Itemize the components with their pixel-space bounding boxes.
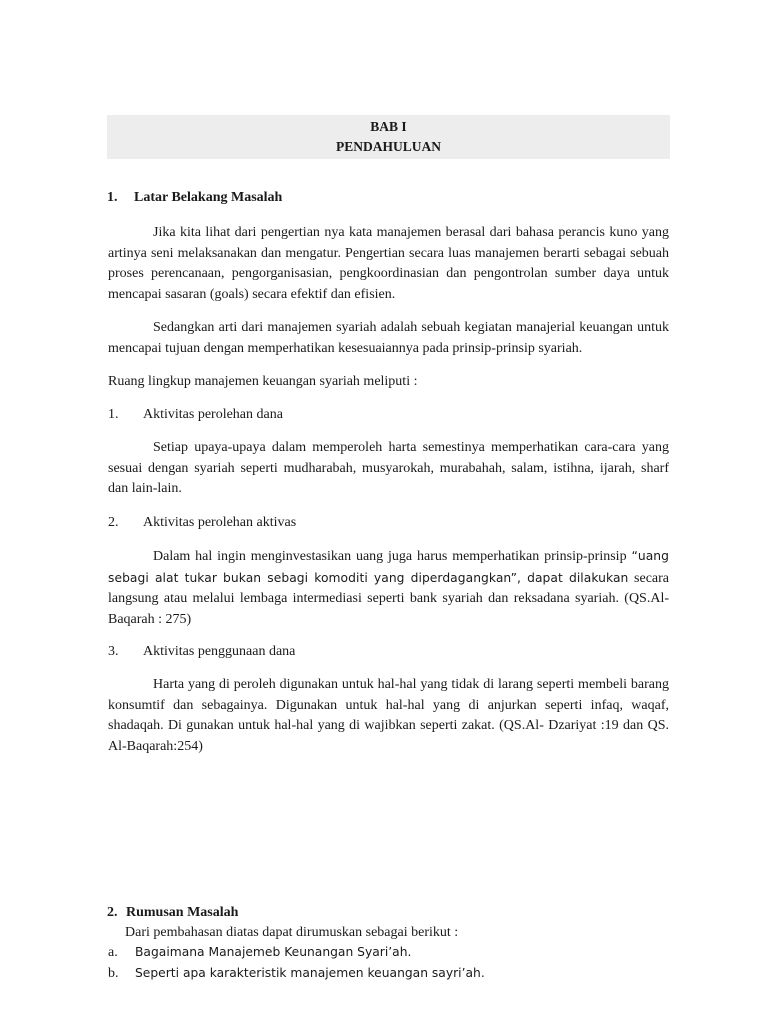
scope-item-2-number: 2. (108, 515, 119, 530)
scope-item-1-number: 1. (108, 407, 119, 422)
scope-item-3-text: Harta yang di peroleh digunakan untuk hal-hal yang tidak di larang seperti membeli barang konsumtif dan sebagainya. Digunakan untuk hal-hal yang di anjurkan seperti infaq, waqaf, shadaqah. Di gunakan untuk hal-hal yang di wajibkan seperti zakat. (QS.Al- Dzariyat :19 dan QS. Al-Baqarah:254) (108, 677, 669, 754)
scope-item-2-text-a: Dalam hal ingin menginvestasikan uang juga harus memperhatikan prinsip-prinsip (153, 549, 627, 564)
scope-item-2-quote: “uang sebagi alat tukar bukan sebagi komoditi yang diperdagangkan”, dapat dilakukan (108, 549, 670, 585)
scope-item-2-text-b: secara langsung atau melalui lembaga intermediasi seperti bank syariah dan reksadana syariah. (QS.Al-Baqarah : 275) (108, 570, 670, 627)
section-2-heading (107, 905, 238, 921)
scope-item-2-heading (108, 513, 296, 533)
section-2-number: 2. (107, 905, 118, 920)
section-2-title: Rumusan Masalah (126, 905, 239, 920)
scope-item-1-heading (108, 405, 283, 425)
rumusan-item-a-letter: a. (108, 945, 118, 960)
scope-item-1-title: Aktivitas perolehan dana (143, 407, 283, 422)
rumusan-item-b-letter: b. (108, 966, 119, 981)
rumusan-item-b-text: Seperti apa karakteristik manajemen keuangan sayri’ah. (135, 966, 485, 980)
section-1-title: Latar Belakang Masalah (134, 190, 283, 205)
scope-item-2-text (108, 546, 669, 630)
paragraph-manajemen-syariah: Sedangkan arti dari manajemen syariah adalah sebuah kegiatan manajerial keuangan untuk mencapai tujuan dengan memperhatikan kesesuaiannya pada prinsip-prinsip syariah. (108, 320, 669, 356)
chapter-title-box (107, 115, 670, 159)
scope-item-3-number: 3. (108, 644, 119, 659)
section-2-intro: Dari pembahasan diatas dapat dirumuskan sebagai berikut : (125, 925, 459, 940)
scope-item-3-heading (108, 642, 295, 662)
rumusan-item-b (108, 966, 485, 982)
paragraph-scope-intro: Ruang lingkup manajemen keuangan syariah meliputi : (108, 374, 418, 389)
paragraph-manajemen-definition: Jika kita lihat dari pengertian nya kata manajemen berasal dari bahasa perancis kuno yang artinya seni melaksanakan dan mengatur. Pengertian secara luas manajemen berarti sebagai sebuah proses perencanaan, pengorganisasian, pengkoordinasian dan pengontrolan sumber daya untuk mencapai sasaran (goals) secara efektif dan efisien. (108, 225, 669, 302)
rumusan-item-a-text: Bagaimana Manajemeb Keunangan Syari’ah. (135, 945, 412, 959)
scope-item-1-text: Setiap upaya-upaya dalam memperoleh harta semestinya memperhatikan cara-cara yang sesuai dengan syariah seperti mudharabah, musyarokah, murabahah, salam, istihna, ijarah, sharf dan lain-lain. (108, 440, 669, 496)
rumusan-item-a (108, 945, 411, 961)
section-1-number: 1. (107, 190, 118, 205)
section-1-heading (107, 190, 282, 206)
chapter-title: PENDAHULUAN (335, 139, 441, 154)
chapter-number: BAB I (370, 119, 407, 134)
scope-item-3-title: Aktivitas penggunaan dana (143, 644, 296, 659)
scope-item-2-title: Aktivitas perolehan aktivas (143, 515, 297, 530)
